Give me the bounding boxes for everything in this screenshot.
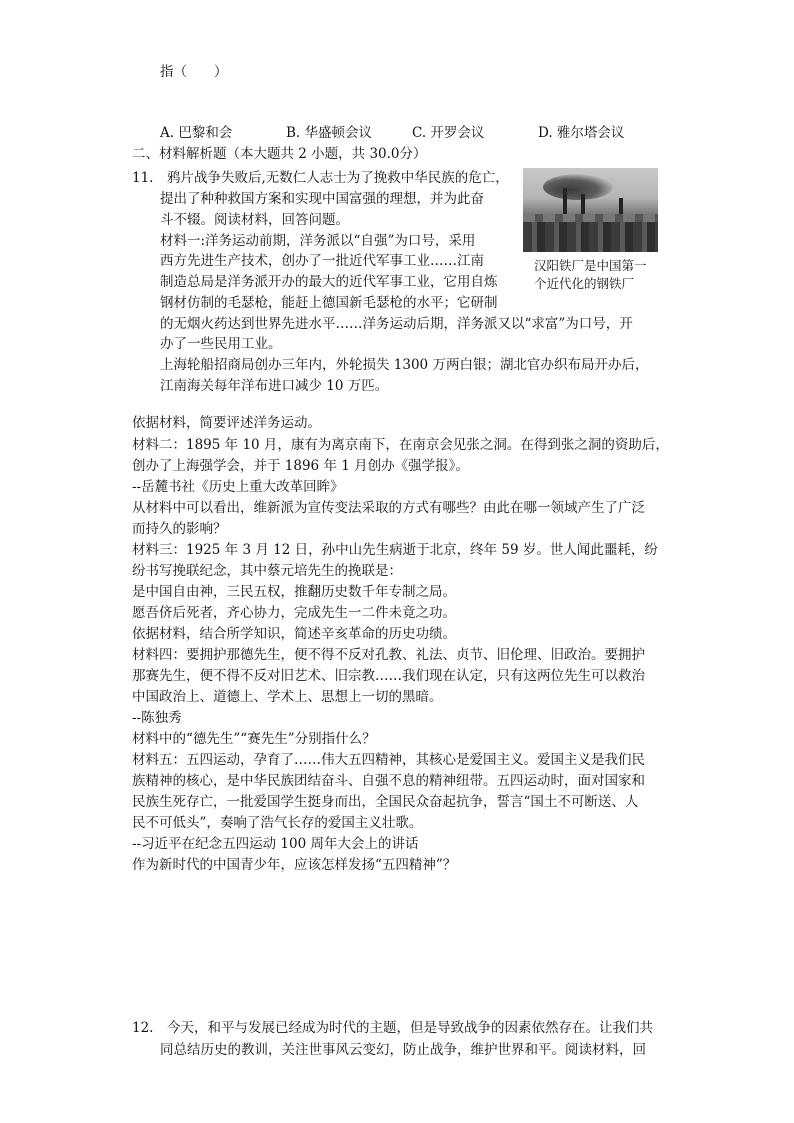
q11-line: 的无烟火药达到世界先进水平……洋务运动后期，洋务派又以“求富”为口号，开 — [160, 316, 633, 332]
q11-body-line: 材料二：1895 年 10 月，康有为离京南下，在南京会见张之洞。在得到张之洞的资助后， — [132, 437, 669, 453]
hanyang-ironworks-photo — [523, 168, 658, 252]
q11-body-line: 材料四：要拥护那德先生，便不得不反对孔教、礼法、贞节、旧伦理、旧政治。要拥护 — [132, 647, 645, 663]
question-10-stem-end: 指（ ） — [160, 64, 228, 80]
q11-body-line: 作为新时代的中国青少年，应该怎样发扬“五四精神”？ — [132, 857, 457, 873]
q11-body-line: 从材料中可以看出，维新派为宣传变法采取的方式有哪些？由此在哪一领域产生了广泛 — [132, 500, 645, 516]
q11-line: 制造总局是洋务派开办的最大的近代军事工业，它用自炼 — [160, 274, 498, 290]
q11-body-line: 材料三：1925 年 3 月 12 日，孙中山先生病逝于北京，终年 59 岁。世人闻此噩耗，纷 — [132, 542, 658, 558]
q11-body-line: --岳麓书社《历史上重大改革回眸》 — [132, 479, 344, 495]
q11-body-line: 是中国自由神，三民五权，推翻历史数千年专制之局。 — [132, 584, 456, 600]
q11-line: 11. 鸦片战争失败后,无数仁人志士为了挽救中华民族的危亡， — [132, 170, 509, 186]
q12-line: 12. 今天，和平与发展已经成为时代的主题，但是导致战争的因素依然存在。让我们共 — [132, 1020, 653, 1036]
photo-caption: 汉阳铁厂是中国第一 — [534, 258, 647, 273]
q12-line: 同总结历史的教训，关注世事风云变幻，防止战争，维护世界和平。阅读材料，回 — [160, 1042, 646, 1058]
section-two-title: 二、材料解析题（本大题共 2 小题，共 30.0分） — [132, 146, 427, 162]
q11-line: 材料一:洋务运动前期，洋务派以“自强”为口号，采用 — [160, 233, 476, 249]
q11-body-line: 民族生死存亡，一批爱国学生挺身而出，全国民众奋起抗争，誓言“国土不可断送、人 — [132, 794, 639, 810]
q11-body-line: 创办了上海强学会，并于 1896 年 1 月创办《强学报》。 — [132, 458, 469, 474]
q11-body-line: 民不可低头”，奏响了浩气长存的爱国主义壮歌。 — [132, 815, 423, 831]
q11-body-line: 族精神的核心，是中华民族团结奋斗、自强不息的精神纽带。五四运动时，面对国家和 — [132, 773, 645, 789]
q11-body-line: 材料五：五四运动，孕育了……伟大五四精神，其核心是爱国主义。爱国主义是我们民 — [132, 752, 645, 768]
q11-body-line: --陈独秀 — [132, 710, 182, 726]
option-a: A. 巴黎和会 — [160, 125, 233, 141]
q11-line: 西方先进生产技术，创办了一批近代军事工业……江南 — [160, 253, 484, 269]
q11-body-line: 那赛先生，便不得不反对旧艺术、旧宗教……我们现在认定，只有这两位先生可以救治 — [132, 668, 645, 684]
option-b: B. 华盛顿会议 — [286, 125, 373, 141]
q11-body-line: 而持久的影响？ — [132, 521, 227, 537]
photo-caption: 个近代化的钢铁厂 — [534, 276, 635, 291]
q11-body-line: 材料中的“德先生”“赛先生”分别指什么？ — [132, 731, 376, 747]
q11-body-line: 纷书写挽联纪念，其中蔡元培先生的挽联是： — [132, 563, 402, 579]
q11-body-line: 中国政治上、道德上、学术上、思想上一切的黑暗。 — [132, 689, 443, 705]
q11-line: 钢材仿制的毛瑟枪，能赶上德国新毛瑟枪的水平；它研制 — [160, 295, 498, 311]
q11-line: 斗不辍。阅读材料，回答问题。 — [160, 212, 349, 228]
q11-body-line: 愿吾侪后死者，齐心协力，完成先生一二件未竟之功。 — [132, 605, 456, 621]
q11-body-line: 依据材料，结合所学知识，简述辛亥革命的历史功绩。 — [132, 626, 456, 642]
q11-body-line: --习近平在纪念五四运动 100 周年大会上的讲话 — [132, 836, 419, 852]
option-c: C. 开罗会议 — [412, 125, 485, 141]
q11-line: 上海轮船招商局创办三年内，外轮损失 1300 万两白银；湖北官办织布局开办后， — [160, 357, 649, 373]
q11-body-line: 依据材料，简要评述洋务运动。 — [132, 415, 321, 431]
option-d: D. 雅尔塔会议 — [538, 125, 625, 141]
q11-line: 江南海关每年洋布进口减少 10 万匹。 — [160, 378, 389, 394]
q11-line: 提出了种种救国方案和实现中国富强的理想，并为此奋 — [160, 191, 484, 207]
q11-line: 办了一些民用工业。 — [160, 336, 282, 352]
